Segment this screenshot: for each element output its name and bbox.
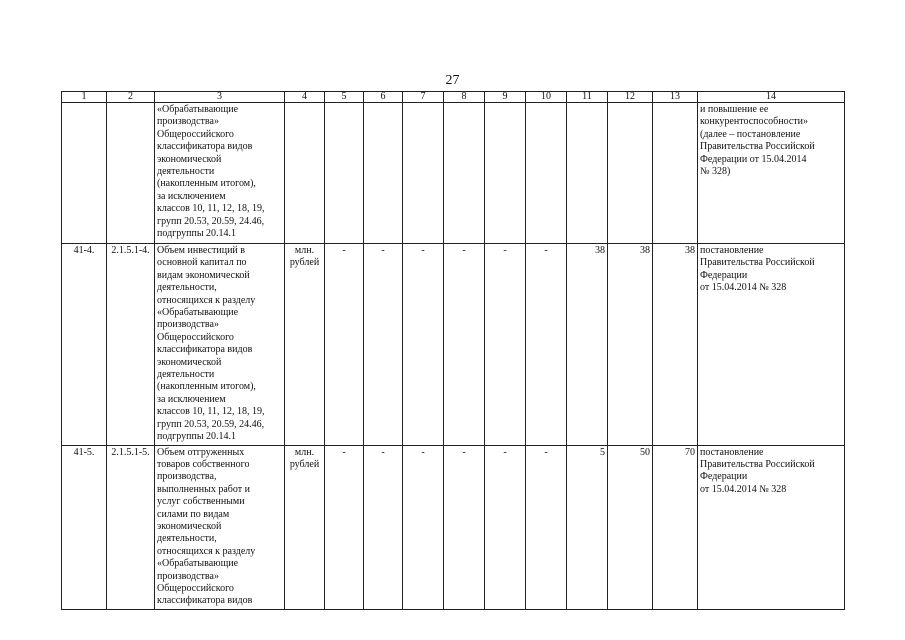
value-cell: -	[325, 244, 364, 446]
value-cell: -	[403, 445, 444, 609]
value-cell	[485, 103, 526, 244]
indicator-name-cell: «Обрабатывающие производства» Общероссийского классификатора видов экономической деятельности (накопленным итогом), за исключением классов 10, 11, 12, 18, 19, групп 20.53, 20.59, 24.46, подгруппы 20.14.1	[155, 103, 285, 244]
indicator-code-cell	[107, 103, 155, 244]
value-cell	[364, 103, 403, 244]
value-cell: 38	[653, 244, 698, 446]
table-row	[62, 244, 845, 446]
value-cell: -	[403, 244, 444, 446]
indicator-code-cell: 2.1.5.1-4.	[107, 244, 155, 446]
indicator-name-cell: Объем отгруженных товаров собственного производства, выполненных работ и услуг собственными силами по видам экономической деятельности, относящихся к разделу «Обрабатывающие производства» Общероссийского классификатора видов	[155, 445, 285, 609]
row-number-cell	[62, 103, 107, 244]
unit-cell: млн. рублей	[285, 445, 325, 609]
row-number-cell: 41-4.	[62, 244, 107, 446]
column-header: 12	[608, 92, 653, 103]
column-header: 4	[285, 92, 325, 103]
column-header: 6	[364, 92, 403, 103]
value-cell: -	[526, 445, 567, 609]
value-cell: -	[444, 244, 485, 446]
value-cell: -	[526, 244, 567, 446]
table-row	[62, 103, 845, 244]
column-header: 13	[653, 92, 698, 103]
value-cell: -	[485, 244, 526, 446]
row-number-cell: 41-5.	[62, 445, 107, 609]
value-cell	[403, 103, 444, 244]
unit-cell: млн. рублей	[285, 244, 325, 446]
indicator-table	[61, 91, 845, 610]
unit-cell	[285, 103, 325, 244]
value-cell	[653, 103, 698, 244]
value-cell: 38	[567, 244, 608, 446]
value-cell	[325, 103, 364, 244]
column-header: 3	[155, 92, 285, 103]
value-cell: -	[485, 445, 526, 609]
column-header: 8	[444, 92, 485, 103]
column-header: 2	[107, 92, 155, 103]
value-cell: -	[364, 244, 403, 446]
source-cell: постановление Правительства Российской Федерации от 15.04.2014 № 328	[698, 445, 845, 609]
value-cell: -	[444, 445, 485, 609]
table-row	[62, 445, 845, 609]
page-number: 27	[445, 73, 460, 88]
indicator-code-cell: 2.1.5.1-5.	[107, 445, 155, 609]
column-header: 9	[485, 92, 526, 103]
value-cell: 38	[608, 244, 653, 446]
value-cell: -	[325, 445, 364, 609]
value-cell	[526, 103, 567, 244]
column-header: 11	[567, 92, 608, 103]
value-cell: 5	[567, 445, 608, 609]
column-number-header-row	[62, 92, 845, 103]
value-cell	[567, 103, 608, 244]
column-header: 10	[526, 92, 567, 103]
column-header: 5	[325, 92, 364, 103]
indicator-name-cell: Объем инвестиций в основной капитал по видам экономической деятельности, относящихся к разделу «Обрабатывающие производства» Общероссийского классификатора видов экономической деятельности (накопленным итогом), за исключением классов 10, 11, 12, 18, 19, групп 20.53, 20.59, 24.46, подгруппы 20.14.1	[155, 244, 285, 446]
column-header: 1	[62, 92, 107, 103]
column-header: 7	[403, 92, 444, 103]
value-cell: 50	[608, 445, 653, 609]
column-header: 14	[698, 92, 845, 103]
value-cell: 70	[653, 445, 698, 609]
source-cell: постановление Правительства Российской Федерации от 15.04.2014 № 328	[698, 244, 845, 446]
value-cell: -	[364, 445, 403, 609]
value-cell	[608, 103, 653, 244]
value-cell	[444, 103, 485, 244]
source-cell: и повышение ее конкурентоспособности» (далее – постановление Правительства Российской Федерации от 15.04.2014 № 328)	[698, 103, 845, 244]
